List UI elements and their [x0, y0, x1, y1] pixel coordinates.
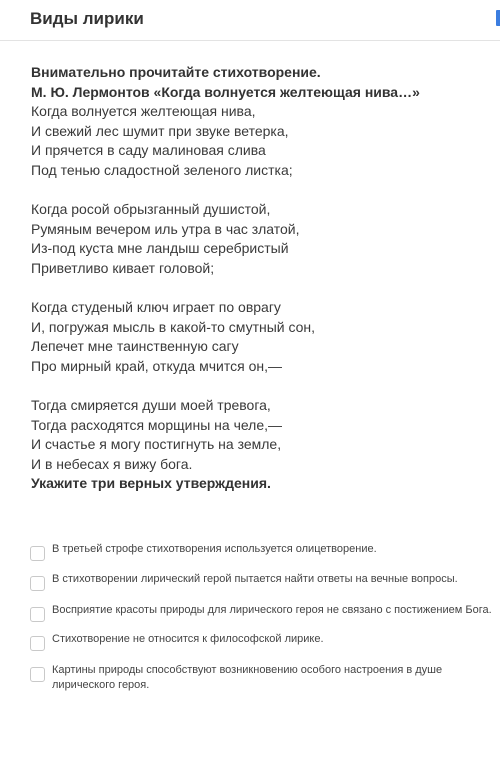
poem-line: Когда студеный ключ играет по оврагу [31, 299, 281, 316]
answer-options [30, 540, 496, 693]
checkbox[interactable] [30, 667, 45, 682]
poem-line: Лепечет мне таинственную сагу [31, 338, 239, 355]
page-title: Виды лирики [30, 9, 144, 28]
stanza-gap [31, 377, 491, 397]
poem-line: Тогда расходятся морщины на челе,— [31, 416, 283, 433]
poem-line: Когда волнуется желтеющая нива, [31, 103, 256, 120]
poem-line: Про мирный край, откуда мчится он,— [31, 357, 282, 374]
poem-line: Когда росой обрызганный душистой, [31, 201, 271, 218]
poem-line: Под тенью сладостной зеленого листка; [31, 161, 293, 178]
header-divider [0, 40, 500, 41]
poem-line: И счастье я могу постигнуть на земле, [31, 436, 282, 453]
option-label: Стихотворение не относится к философской лирике. [52, 633, 324, 645]
poem-line: И свежий лес шумит при звуке ветерка, [31, 122, 289, 139]
side-tab[interactable] [496, 10, 500, 26]
option-5[interactable] [30, 663, 496, 693]
option-label: Картины природы способствуют возникновению особого настроения в душе лирического героя. [52, 664, 443, 691]
option-label: В третьей строфе стихотворения используется олицетворение. [52, 543, 377, 555]
question-prompt: Укажите три верных утверждения. [31, 475, 271, 492]
poem-line: Из-под куста мне ландыш серебристый [31, 240, 289, 257]
poem-line: И, погружая мысль в какой-то смутный сон, [31, 318, 316, 335]
option-label: Восприятие красоты природы для лирического героя не связано с постижением Бога. [52, 604, 492, 616]
poem-line: Приветливо кивает головой; [31, 259, 215, 276]
option-label: В стихотворении лирический герой пытается найти ответы на вечные вопросы. [52, 573, 458, 585]
stanza-gap [31, 181, 491, 201]
checkbox[interactable] [30, 607, 45, 622]
checkbox[interactable] [30, 576, 45, 591]
instruction: Внимательно прочитайте стихотворение. [31, 64, 321, 80]
option-2[interactable] [30, 572, 496, 587]
checkbox[interactable] [30, 636, 45, 651]
option-3[interactable] [30, 603, 496, 618]
poem-line: Тогда смиряется души моей тревога, [31, 397, 271, 414]
option-1[interactable] [30, 542, 496, 557]
task-text [31, 63, 491, 494]
poem-line: Румяным вечером иль утра в час златой, [31, 220, 300, 237]
checkbox[interactable] [30, 546, 45, 561]
stanza-gap [31, 279, 491, 299]
poem-line: И в небесах я вижу бога. [31, 455, 193, 472]
option-4[interactable] [30, 632, 496, 647]
poem-line: И прячется в саду малиновая слива [31, 142, 266, 159]
poem-heading: М. Ю. Лермонтов «Когда волнуется желтеющая нива…» [31, 83, 420, 100]
